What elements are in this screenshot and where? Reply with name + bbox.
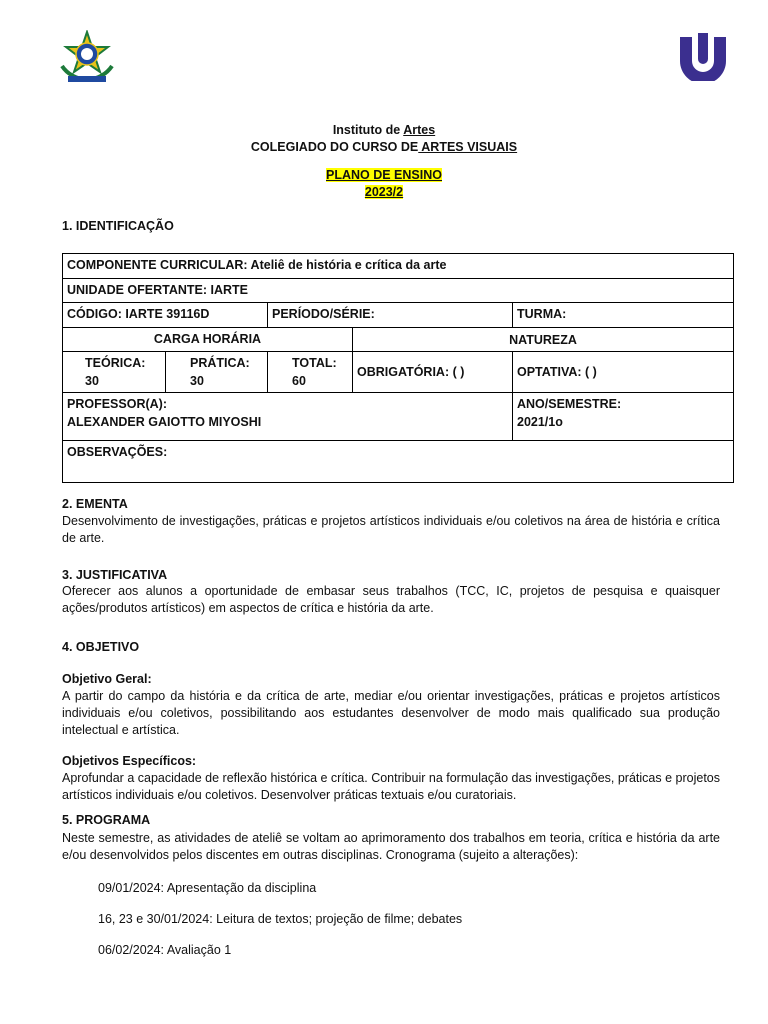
pratica-cell <box>166 352 268 393</box>
section-justificativa-heading: 3. JUSTIFICATIVA <box>62 568 168 582</box>
total-label: TOTAL: <box>292 356 337 370</box>
total-cell <box>268 352 353 393</box>
pratica-label: PRÁTICA: <box>190 356 250 370</box>
total-value: 60 <box>292 374 306 388</box>
institute-name: Artes <box>403 123 436 137</box>
section-objetivo-heading: 4. OBJETIVO <box>62 640 140 654</box>
carga-horaria-header: CARGA HORÁRIA <box>63 328 353 352</box>
plan-title-line <box>0 168 768 182</box>
natureza-header: NATUREZA <box>353 328 734 352</box>
ufu-logo-icon <box>676 31 730 81</box>
ementa-text: Desenvolvimento de investigações, práticas e projetos artísticos individuais e/ou coletivos na área de história e crítica de arte. <box>62 514 720 545</box>
turma: TURMA: <box>513 303 734 328</box>
institute-prefix: Instituto de <box>332 123 404 137</box>
identificacao-table <box>62 253 734 483</box>
optativa-checkbox: OPTATIVA: ( ) <box>513 352 734 393</box>
plan-period-line <box>0 185 768 199</box>
obrigatoria-checkbox: OBRIGATÓRIA: ( ) <box>353 352 513 393</box>
cronograma-item: 16, 23 e 30/01/2024: Leitura de textos; projeção de filme; debates <box>98 912 463 926</box>
institute-line <box>0 123 768 137</box>
teorica-label: TEÓRICA: <box>85 356 146 370</box>
professor-cell <box>63 393 513 441</box>
section-ementa-heading: 2. EMENTA <box>62 497 128 511</box>
objetivo-geral-text: A partir do campo da história e da crítica de arte, mediar e/ou orientar investigações, práticas e projetos artísticos individuais e/ou coletivos, possibilitando aos estudantes desenvolver de modo mais qualificado sua produção intelectual e artística. <box>62 689 720 737</box>
objetivo-geral-heading: Objetivo Geral: <box>62 672 152 686</box>
ano-semestre-label: ANO/SEMESTRE: <box>517 397 622 411</box>
brasil-coat-of-arms-icon <box>56 30 118 86</box>
professor-name: ALEXANDER GAIOTTO MIYOSHI <box>67 415 262 429</box>
section-identificacao-heading: 1. IDENTIFICAÇÃO <box>62 219 174 233</box>
programa-text: Neste semestre, as atividades de ateliê se voltam ao aprimoramento dos trabalhos em teoria, crítica e história da arte e/ou desenvolvidos pelos discentes em outras disciplinas. Cronograma (sujeito a alterações): <box>62 831 720 862</box>
observacoes: OBSERVAÇÕES: <box>63 441 734 483</box>
unidade-ofertante: UNIDADE OFERTANTE: IARTE <box>63 279 734 303</box>
objetivos-especificos-heading: Objetivos Específicos: <box>62 754 197 768</box>
objetivos-especificos-text: Aprofundar a capacidade de reflexão histórica e crítica. Contribuir na formulação das investigações, práticas e projetos artísticos individuais e/ou coletivos. Desenvolver práticas textuais e/ou curatoriais. <box>62 771 720 802</box>
ano-semestre-value: 2021/1o <box>517 415 563 429</box>
teorica-value: 30 <box>85 374 99 388</box>
plan-period: 2023/2 <box>364 185 404 199</box>
section-programa-heading: 5. PROGRAMA <box>62 813 151 827</box>
professor-label: PROFESSOR(A): <box>67 397 167 411</box>
codigo: CÓDIGO: IARTE 39116D <box>63 303 268 328</box>
ano-semestre-cell <box>513 393 734 441</box>
cronograma-item: 09/01/2024: Apresentação da disciplina <box>98 881 317 895</box>
colegiado-name: ARTES VISUAIS <box>418 140 518 154</box>
plan-title: PLANO DE ENSINO <box>326 168 442 182</box>
colegiado-prefix: COLEGIADO DO CURSO DE <box>250 140 419 154</box>
componente-curricular: COMPONENTE CURRICULAR: Ateliê de história e crítica da arte <box>63 254 734 279</box>
periodo-serie: PERÍODO/SÉRIE: <box>268 303 513 328</box>
cronograma-item: 06/02/2024: Avaliação 1 <box>98 943 232 957</box>
colegiado-line <box>0 140 768 154</box>
justificativa-text: Oferecer aos alunos a oportunidade de embasar seus trabalhos (TCC, IC, projetos de pesquisa e quaisquer ações/produtos artísticos) em aspectos de crítica e história da arte. <box>62 584 720 615</box>
teorica-cell <box>63 352 166 393</box>
pratica-value: 30 <box>190 374 204 388</box>
